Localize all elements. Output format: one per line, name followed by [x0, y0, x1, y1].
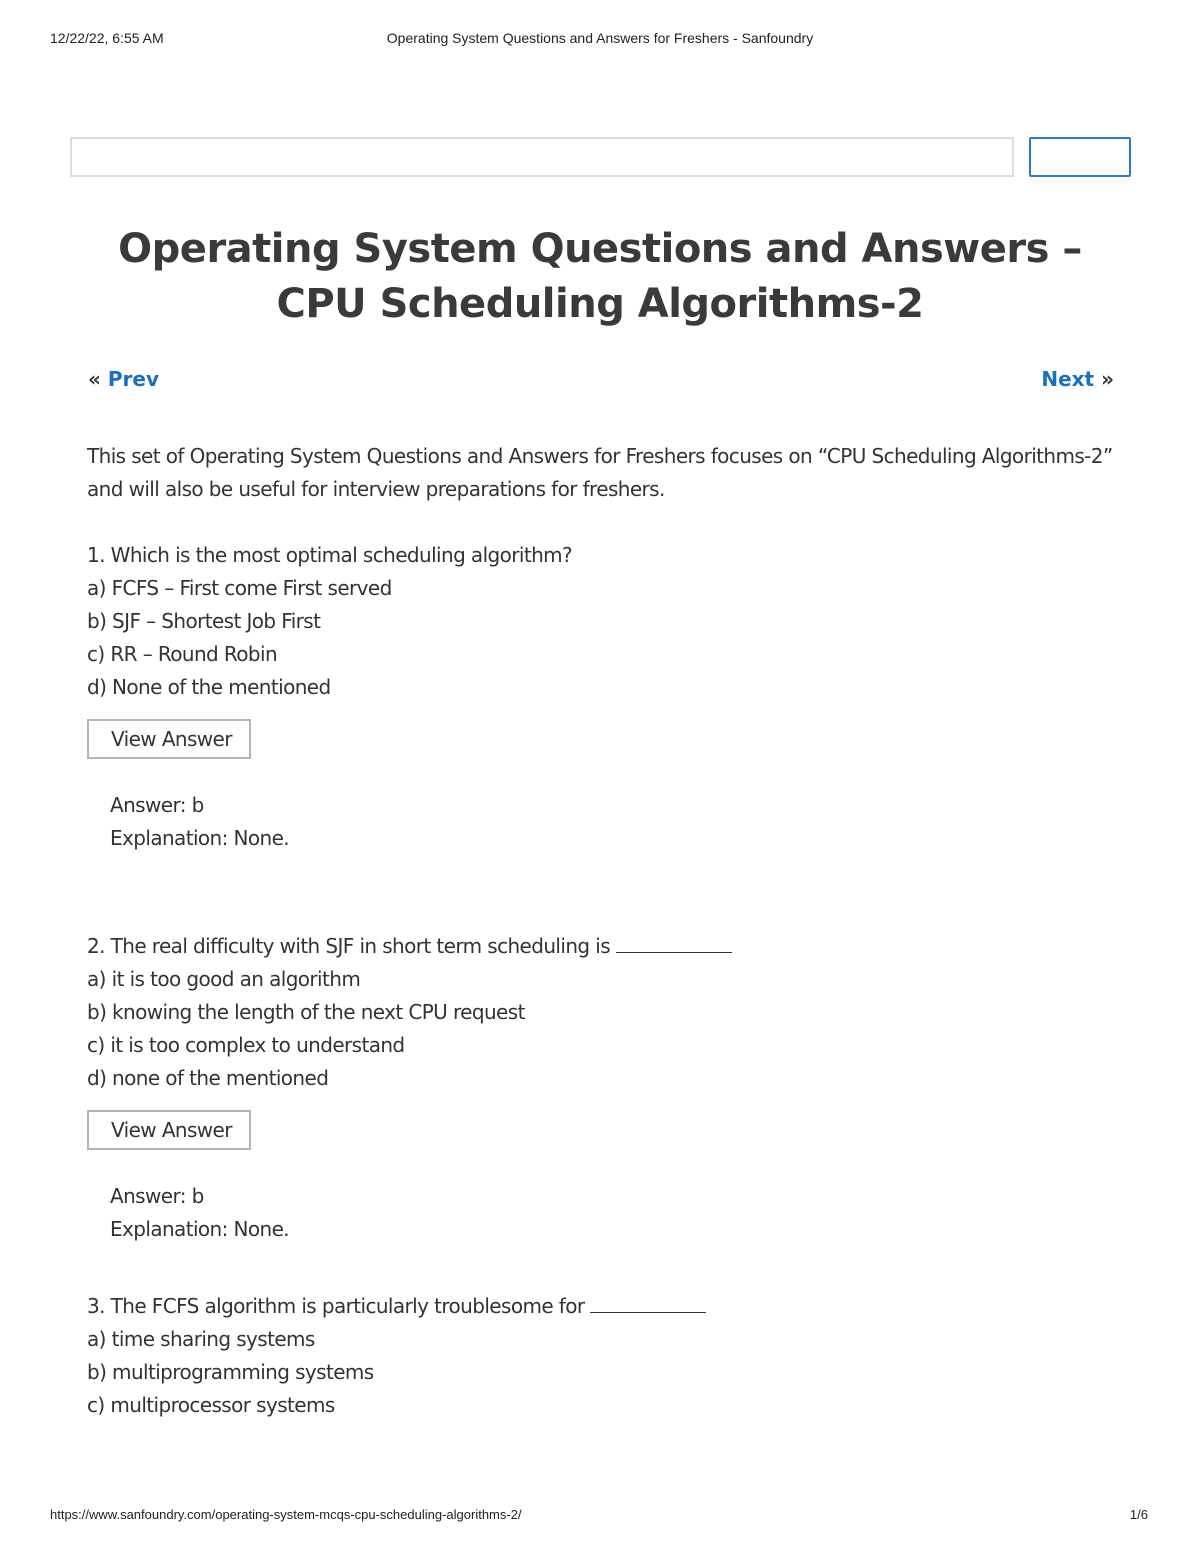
question-block-1	[87, 539, 1127, 855]
question-label: 3. The FCFS algorithm is particularly troublesome for	[87, 1294, 585, 1318]
option-a: a) FCFS – First come First served	[87, 576, 392, 600]
answer-block	[110, 1180, 1127, 1246]
answer-text: Answer: b	[110, 1184, 204, 1208]
next-label: Next	[1041, 367, 1095, 391]
question-block-2	[87, 930, 1127, 1246]
next-arrow: »	[1101, 367, 1114, 391]
option-b: b) multiprogramming systems	[87, 1360, 374, 1384]
article-content	[87, 440, 1127, 1422]
print-date: 12/22/22, 6:55 AM	[50, 30, 164, 46]
print-document-title: Operating System Questions and Answers for Freshers - Sanfoundry	[386, 30, 814, 46]
option-b: b) SJF – Shortest Job First	[87, 609, 321, 633]
print-header	[50, 30, 1150, 50]
question-text	[87, 930, 1127, 963]
option-a: a) it is too good an algorithm	[87, 967, 361, 991]
option-c: c) it is too complex to understand	[87, 1033, 405, 1057]
answer-block	[110, 789, 1127, 855]
explanation-text: Explanation: None.	[110, 1217, 290, 1241]
search-input[interactable]	[70, 137, 1014, 177]
page-title: Operating System Questions and Answers – CPU Scheduling Algorithms-2	[118, 226, 1082, 327]
print-page-number: 1/6	[1129, 1507, 1148, 1522]
option-c: c) multiprocessor systems	[87, 1393, 335, 1417]
view-answer-button[interactable]: View Answer	[87, 1110, 251, 1150]
question-text	[87, 1290, 1127, 1323]
option-d: d) none of the mentioned	[87, 1066, 329, 1090]
answer-text: Answer: b	[110, 793, 204, 817]
search-button[interactable]	[1029, 137, 1131, 177]
view-answer-button[interactable]: View Answer	[87, 719, 251, 759]
print-footer	[50, 1507, 1148, 1527]
option-d: d) None of the mentioned	[87, 675, 331, 699]
option-c: c) RR – Round Robin	[87, 642, 278, 666]
prev-link[interactable]	[88, 366, 159, 392]
next-link[interactable]	[1041, 366, 1114, 392]
question-label: 2. The real difficulty with SJF in short term scheduling is	[87, 934, 611, 958]
print-url: https://www.sanfoundry.com/operating-system-mcqs-cpu-scheduling-algorithms-2/	[50, 1507, 522, 1522]
explanation-text: Explanation: None.	[110, 826, 290, 850]
question-block-3	[87, 1290, 1127, 1422]
blank-line	[590, 1290, 706, 1313]
intro-paragraph: This set of Operating System Questions and Answers for Freshers focuses on “CPU Scheduling Algorithms-2” and will also be useful for interview preparations for freshers.	[87, 444, 1113, 501]
question-text: 1. Which is the most optimal scheduling algorithm?	[87, 543, 573, 567]
option-b: b) knowing the length of the next CPU request	[87, 1000, 525, 1024]
blank-line	[616, 930, 732, 953]
prev-arrow: «	[88, 367, 101, 391]
prev-label: Prev	[107, 367, 160, 391]
option-a: a) time sharing systems	[87, 1327, 315, 1351]
